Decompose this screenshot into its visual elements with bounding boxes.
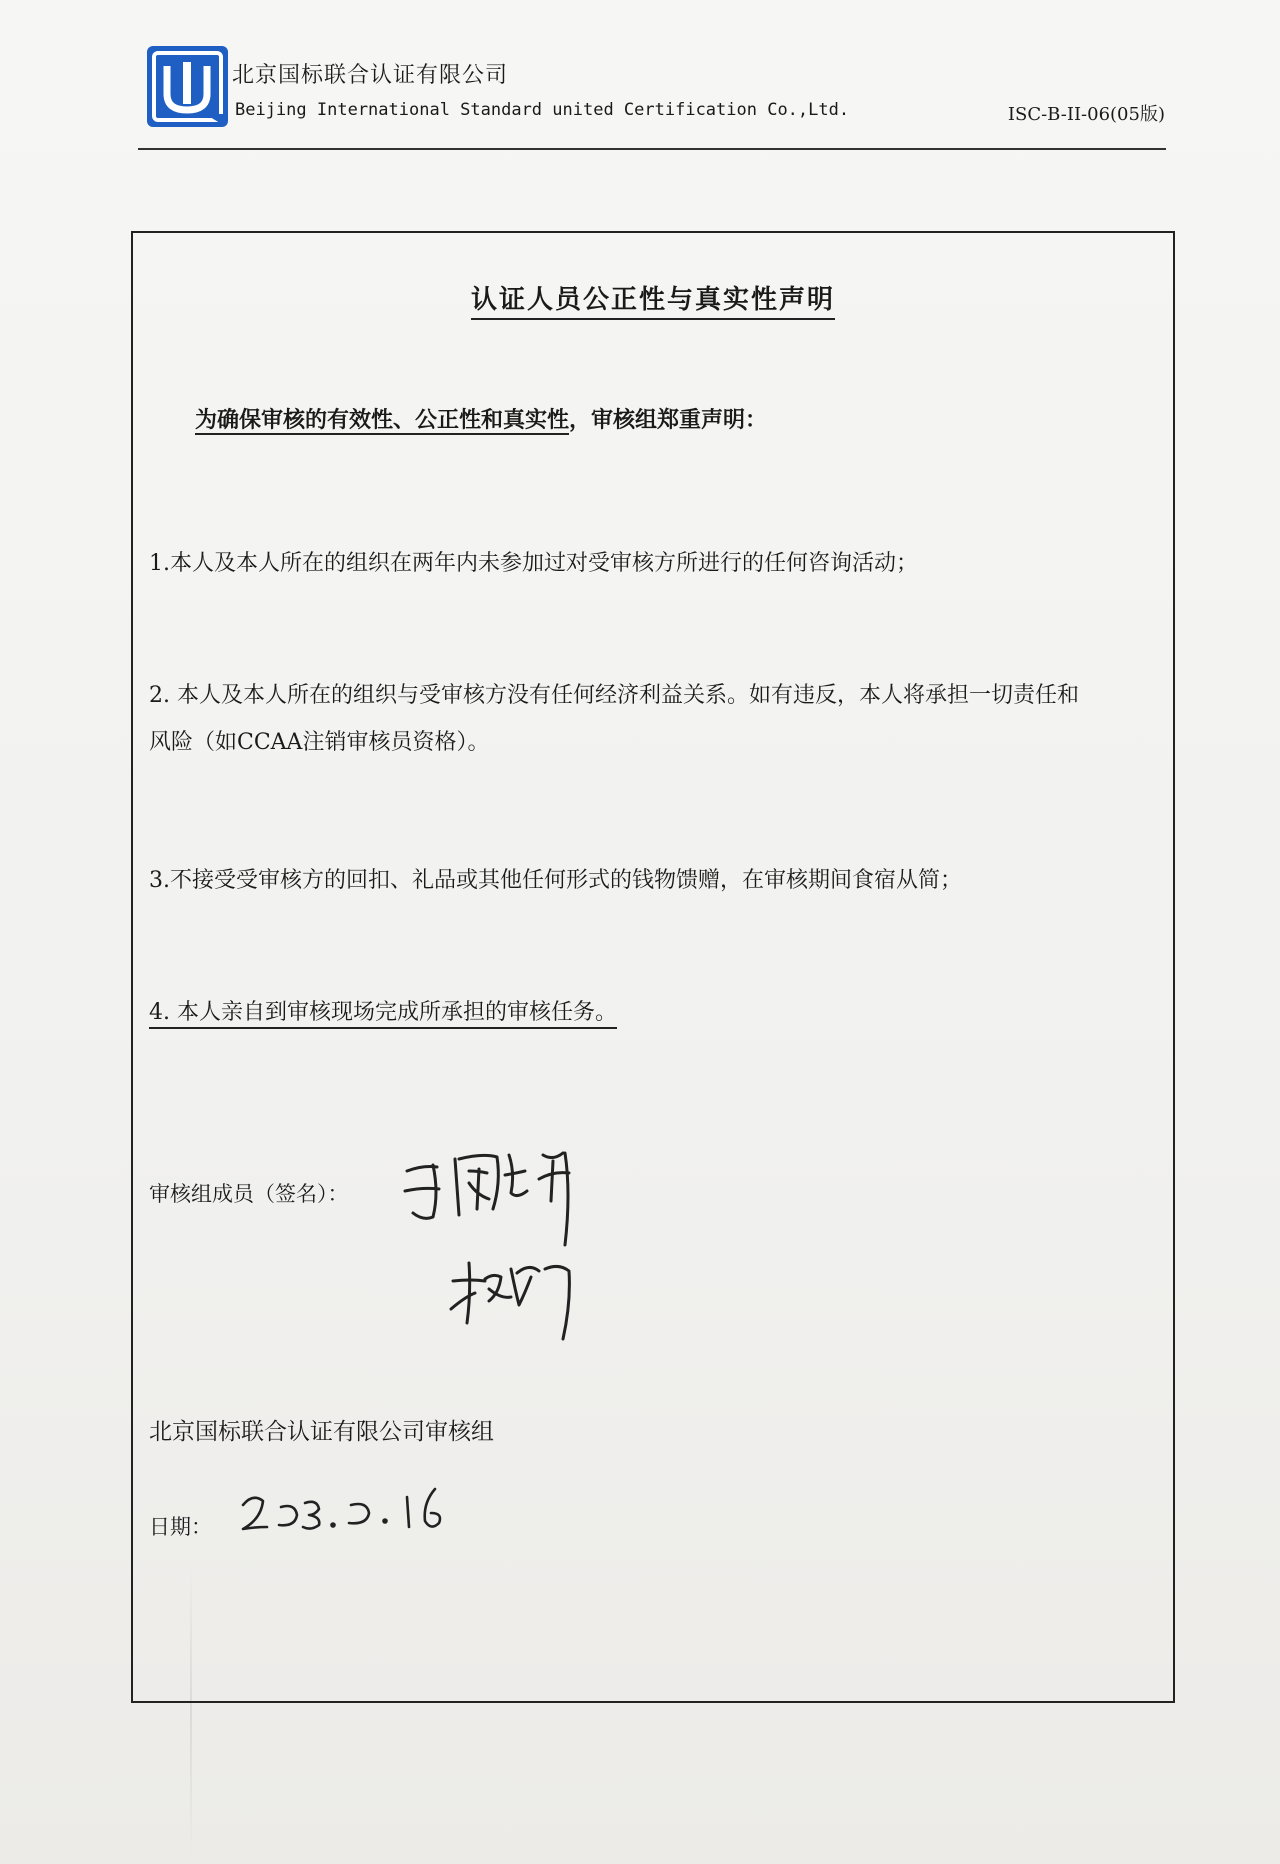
company-name-cn: 北京国标联合认证有限公司: [232, 63, 509, 88]
document-code: ISC-B-II-06(05版): [1007, 104, 1165, 125]
declaration-item-2-line-1: 2. 本人及本人所在的组织与受审核方没有任何经济利益关系。如有违反，本人将承担一切责任和: [149, 683, 1079, 708]
handwritten-signatures: [393, 1113, 633, 1353]
paper-crease: [190, 1560, 192, 1860]
company-name-en: Beijing International Standard united Certification Co.,Ltd.: [235, 100, 850, 120]
declaration-item-4-text: 4. 本人亲自到审核现场完成所承担的审核任务。: [149, 1000, 617, 1029]
document-title: [133, 279, 1173, 316]
declaration-item-3: 3.不接受受审核方的回扣、礼品或其他任何形式的钱物馈赠，在审核期间食宿从简；: [149, 868, 962, 893]
document-title-text: 认证人员公正性与真实性声明: [471, 285, 835, 320]
declaration-item-1: 1.本人及本人所在的组织在两年内未参加过对受审核方所进行的任何咨询活动；: [149, 551, 918, 576]
header-divider: [138, 148, 1166, 150]
declaration-item-4: [149, 995, 617, 1026]
company-logo-icon: [145, 44, 230, 129]
declaration-item-2-line-2: 风险（如CCAA注销审核员资格）。: [149, 730, 490, 755]
date-label: 日期：: [149, 1515, 212, 1539]
letterhead: [145, 44, 1165, 134]
members-signature-label: 审核组成员（签名）：: [149, 1182, 349, 1206]
intro-statement: [195, 403, 767, 434]
intro-rest: ，审核组郑重声明：: [569, 407, 768, 433]
audit-team-name: 北京国标联合认证有限公司审核组: [149, 1419, 494, 1445]
handwritten-date: [239, 1483, 479, 1543]
declaration-form: [131, 231, 1175, 1703]
intro-underlined: 为确保审核的有效性、公正性和真实性: [195, 407, 570, 433]
